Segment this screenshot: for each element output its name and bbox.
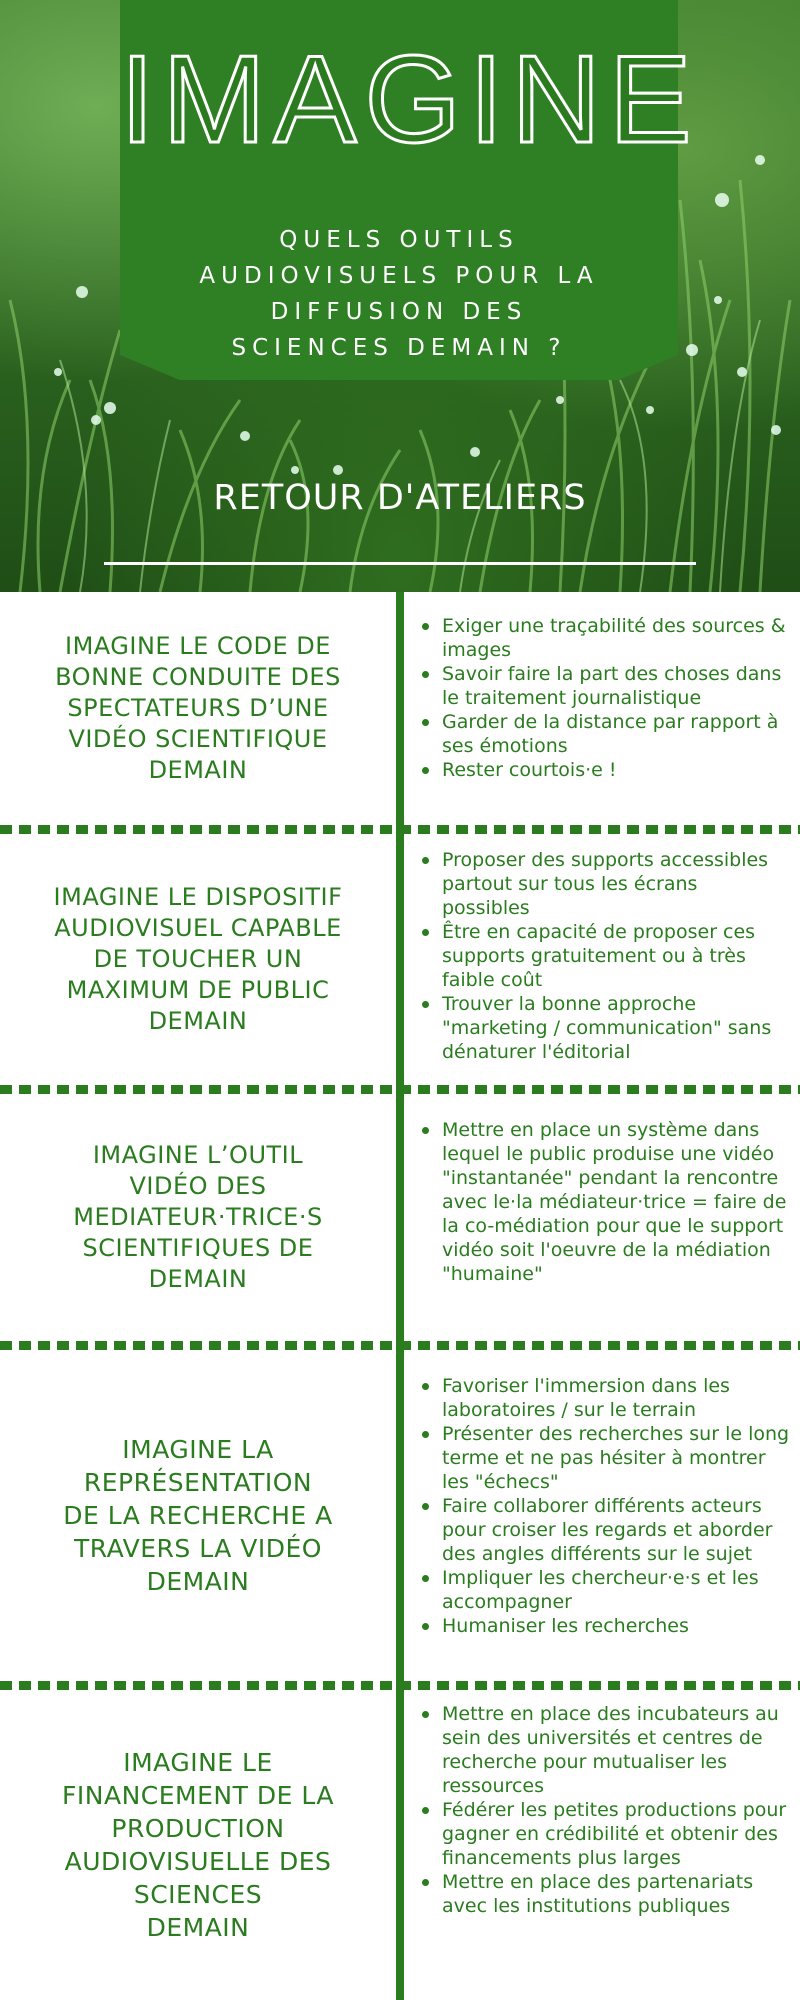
- section-heading: [22, 1690, 374, 2000]
- list-item: Impliquer les chercheur·e·s et les accompagner: [418, 1566, 790, 1614]
- section-representation: [0, 1350, 800, 1681]
- sections-grid: [0, 592, 800, 2000]
- heading-line: VIDÉO DES: [129, 1172, 267, 1200]
- list-item: Fédérer les petites productions pour gagner en crédibilité et obtenir des financements plus larges: [418, 1798, 790, 1870]
- bullet-list: [418, 614, 790, 782]
- bullet-list: [418, 1374, 790, 1638]
- heading-line: REPRÉSENTATION: [83, 1468, 313, 1497]
- list-item: Savoir faire la part des choses dans le traitement journalistique: [418, 662, 790, 710]
- list-item: Mettre en place des incubateurs au sein des universités et centres de recherche pour mutualiser les ressources: [418, 1702, 790, 1798]
- heading-line: DE LA RECHERCHE A: [63, 1501, 333, 1530]
- heading-line: TRAVERS LA VIDÉO: [74, 1534, 322, 1563]
- section-financement: [0, 1690, 800, 2000]
- heading-line: IMAGINE LA: [122, 1435, 274, 1464]
- subtitle: [140, 222, 658, 366]
- list-item: Rester courtois·e !: [418, 758, 790, 782]
- main-title: IMAGINE: [120, 31, 700, 169]
- section-heading: [22, 592, 374, 825]
- list-item: Humaniser les recherches: [418, 1614, 790, 1638]
- bullet-list: [418, 1702, 790, 1918]
- list-item: Trouver la bonne approche "marketing / communication" sans dénaturer l'éditorial: [418, 992, 790, 1064]
- heading-line: DEMAIN: [148, 1007, 248, 1035]
- heading-line: BONNE CONDUITE DES: [55, 663, 341, 691]
- section-separator: [0, 1341, 800, 1350]
- heading-line: DEMAIN: [146, 1913, 250, 1942]
- heading-line: SCIENTIFIQUES DE: [82, 1234, 314, 1262]
- section-code-conduite: [0, 592, 800, 825]
- heading-line: IMAGINE L’OUTIL: [92, 1141, 304, 1169]
- heading-line: MAXIMUM DE PUBLIC: [66, 976, 330, 1004]
- heading-line: IMAGINE LE DISPOSITIF: [53, 883, 343, 911]
- heading-line: IMAGINE LE CODE DE: [65, 632, 331, 660]
- heading-line: IMAGINE LE: [123, 1748, 273, 1777]
- section-outil-mediateur: [0, 1094, 800, 1341]
- heading-line: DEMAIN: [148, 756, 248, 784]
- section-dispositif: [0, 834, 800, 1085]
- bullet-list: [418, 848, 790, 1064]
- divider-line: [104, 562, 696, 565]
- heading-line: SCIENCES: [133, 1880, 263, 1909]
- list-item: Mettre en place un système dans lequel le public produise une vidéo "instantanée" pendant la rencontre avec le·la médiateur·trice = faire de la co-médiation pour que le support vidéo soit l'oeuvre de la médiation "humaine": [418, 1118, 790, 1286]
- subtitle-line: QUELS OUTILS: [279, 227, 519, 253]
- subtitle-line: SCIENCES DEMAIN ?: [231, 335, 567, 361]
- heading-line: SPECTATEURS D’UNE: [67, 694, 329, 722]
- heading-line: DE TOUCHER UN: [93, 945, 303, 973]
- bullet-list: [418, 1118, 790, 1286]
- heading-line: DEMAIN: [148, 1265, 248, 1293]
- section-heading: [22, 834, 374, 1085]
- heading-line: PRODUCTION: [111, 1814, 285, 1843]
- heading-line: MEDIATEUR·TRICE·S: [73, 1203, 323, 1231]
- heading-line: FINANCEMENT DE LA: [62, 1781, 334, 1810]
- section-separator: [0, 825, 800, 834]
- workshops-heading: RETOUR D'ATELIERS: [213, 478, 587, 518]
- list-item: Présenter des recherches sur le long terme et ne pas hésiter à montrer les "échecs": [418, 1422, 790, 1494]
- list-item: Mettre en place des partenariats avec les institutions publiques: [418, 1870, 790, 1918]
- list-item: Favoriser l'immersion dans les laboratoires / sur le terrain: [418, 1374, 790, 1422]
- list-item: Faire collaborer différents acteurs pour croiser les regards et aborder des angles différents sur le sujet: [418, 1494, 790, 1566]
- heading-line: AUDIOVISUELLE DES: [64, 1847, 332, 1876]
- section-heading: [22, 1350, 374, 1681]
- list-item: Exiger une traçabilité des sources & images: [418, 614, 790, 662]
- heading-line: AUDIOVISUEL CAPABLE: [54, 914, 342, 942]
- heading-line: VIDÉO SCIENTIFIQUE: [68, 725, 328, 753]
- list-item: Proposer des supports accessibles partout sur tous les écrans possibles: [418, 848, 790, 920]
- subtitle-line: AUDIOVISUELS POUR LA: [199, 263, 599, 289]
- section-separator: [0, 1681, 800, 1690]
- section-heading: [22, 1094, 374, 1341]
- heading-line: DEMAIN: [146, 1567, 250, 1596]
- list-item: Être en capacité de proposer ces supports gratuitement ou à très faible coût: [418, 920, 790, 992]
- section-separator: [0, 1085, 800, 1094]
- subtitle-line: DIFFUSION DES: [270, 299, 528, 325]
- list-item: Garder de la distance par rapport à ses émotions: [418, 710, 790, 758]
- hero-banner: [0, 0, 800, 592]
